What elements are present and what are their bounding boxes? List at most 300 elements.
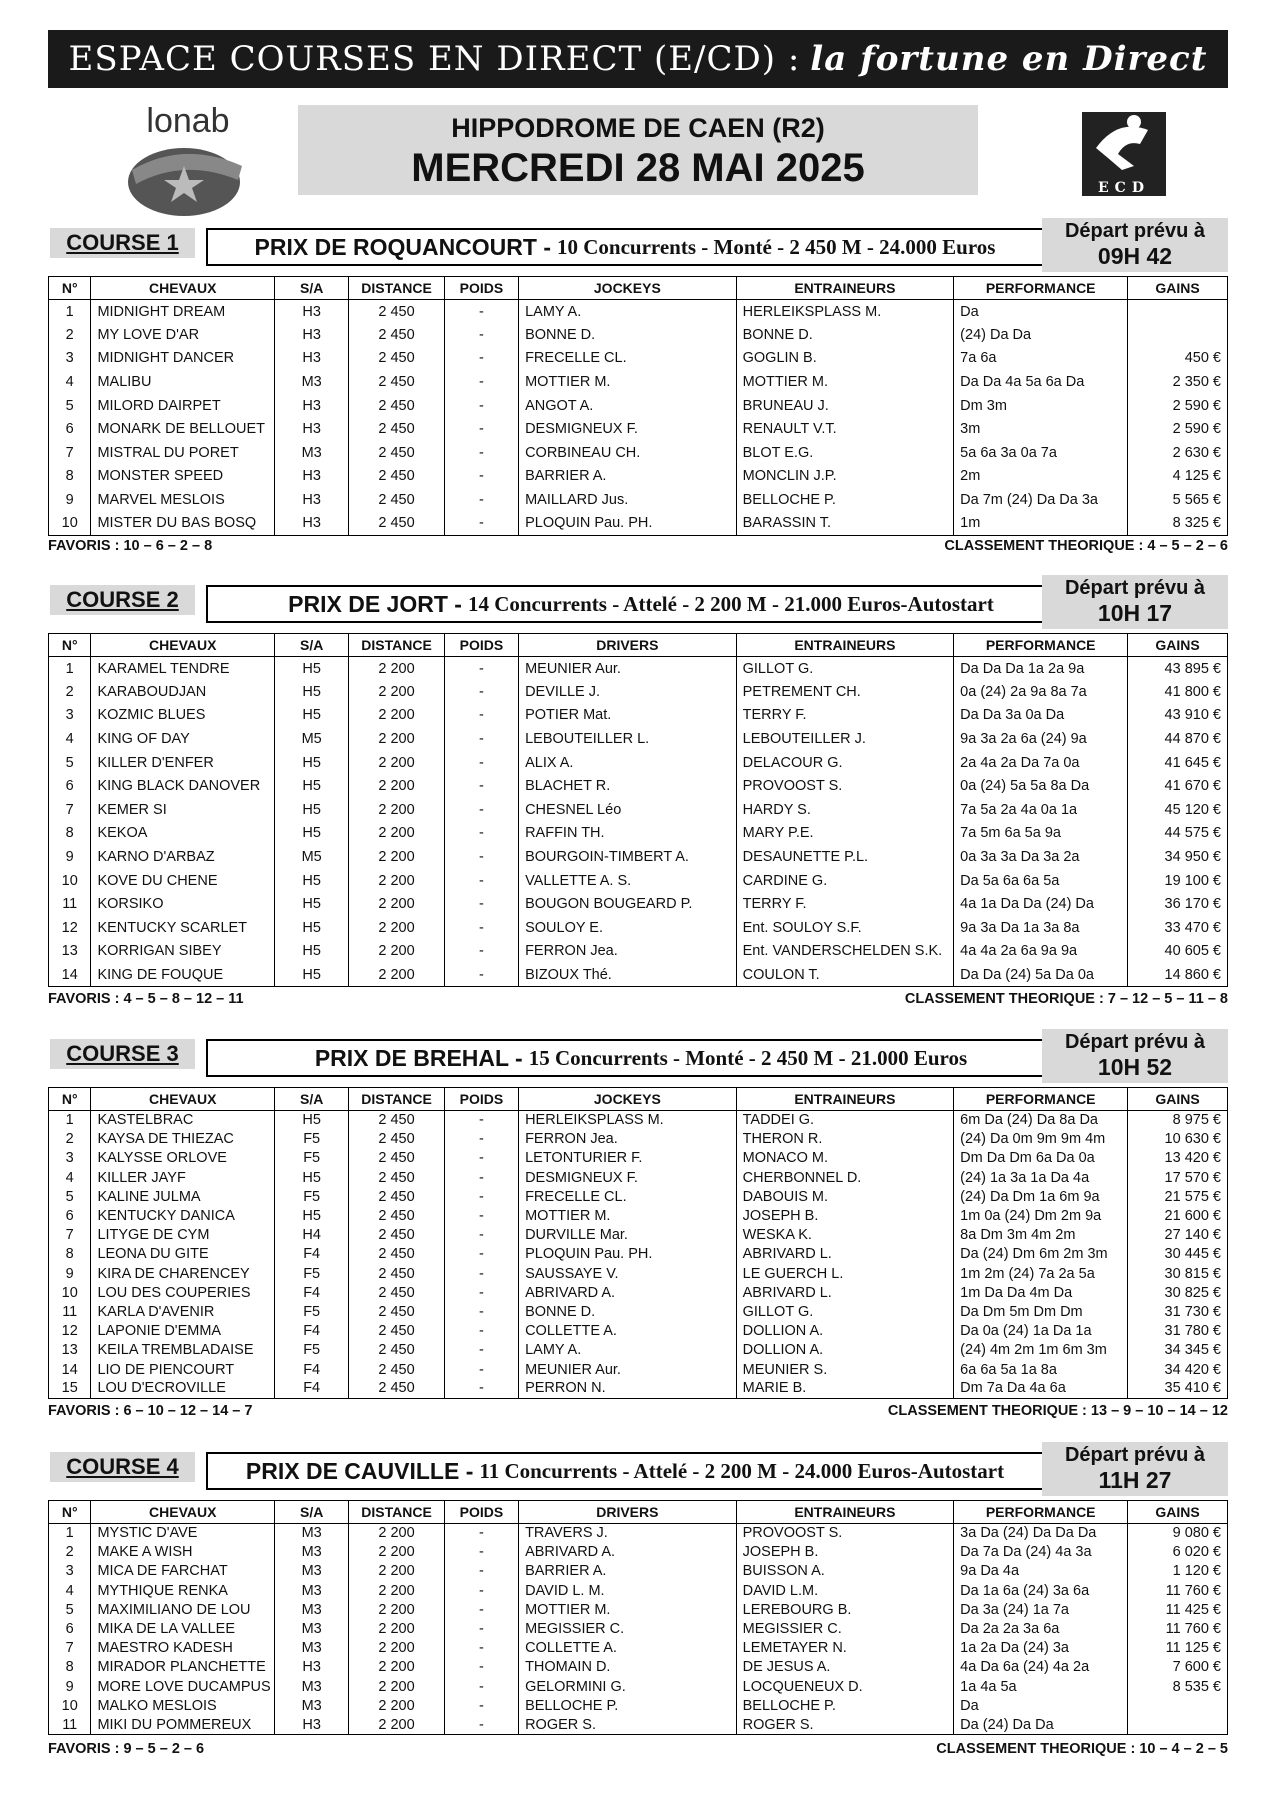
weight: - [444,1524,518,1543]
runner-number: 5 [49,1600,91,1619]
trainer-name: HERLEIKSPLASS M. [736,300,954,324]
col-distance-header: DISTANCE [349,1088,445,1111]
distance: 2 450 [349,323,445,347]
race-name: PRIX DE CAUVILLE - [245,1457,474,1484]
weight: - [444,1639,518,1658]
rider-name: SAUSSAYE V. [519,1264,737,1283]
rider-name: MEUNIER Aur. [519,657,737,681]
weight: - [444,488,518,512]
distance: 2 450 [349,300,445,324]
gains: 2 590 € [1128,394,1228,418]
departure-label: Départ prévu à [1064,577,1206,599]
gains: 11 425 € [1128,1600,1228,1619]
gains: 11 760 € [1128,1619,1228,1638]
col-performance-header: PERFORMANCE [954,1501,1128,1524]
rider-name: TRAVERS J. [519,1524,737,1543]
weight: - [444,751,518,775]
sex-age: F5 [275,1187,349,1206]
trainer-name: LEREBOURG B. [736,1600,954,1619]
col-distance-header: DISTANCE [349,1501,445,1524]
table-row [49,1524,1228,1543]
weight: - [444,1379,518,1398]
gains: 2 590 € [1128,417,1228,441]
sex-age: H5 [275,892,349,916]
trainer-name: MEGISSIER C. [736,1619,954,1638]
distance: 2 450 [349,1111,445,1130]
weight: - [444,704,518,728]
horse-name: KIRA DE CHARENCEY [91,1264,275,1283]
trainer-name: BELLOCHE P. [736,1696,954,1715]
trainer-name: GILLOT G. [736,1302,954,1321]
horse-name: MAKE A WISH [91,1543,275,1562]
race-title-box [206,228,1044,266]
performance: Da 5a 6a 6a 5a [954,869,1128,893]
runner-number: 11 [49,892,91,916]
weight: - [444,1130,518,1149]
runner-number: 8 [49,1245,91,1264]
distance: 2 200 [349,774,445,798]
runner-number: 2 [49,1130,91,1149]
horse-name: LITYGE DE CYM [91,1226,275,1245]
gains: 13 420 € [1128,1149,1228,1168]
gains: 36 170 € [1128,892,1228,916]
runner-number: 2 [49,323,91,347]
horse-name: KALINE JULMA [91,1187,275,1206]
weight: - [444,1360,518,1379]
gains: 41 670 € [1128,774,1228,798]
rider-name: DEVILLE J. [519,680,737,704]
rider-name: FRECELLE CL. [519,347,737,371]
rider-name: HERLEIKSPLASS M. [519,1111,737,1130]
horse-name: KARLA D'AVENIR [91,1302,275,1321]
table-row [49,512,1228,536]
performance: (24) Da 0m 9m 9m 4m [954,1130,1128,1149]
col-riders-header: JOCKEYS [519,1088,737,1111]
horse-name: KORSIKO [91,892,275,916]
horse-name: LIO DE PIENCOURT [91,1360,275,1379]
gains: 45 120 € [1128,798,1228,822]
favorites [48,1741,204,1757]
rider-name: MOTTIER M. [519,1206,737,1225]
sex-age: H5 [275,963,349,987]
rider-name: ROGER S. [519,1715,737,1734]
gains: 30 825 € [1128,1283,1228,1302]
distance: 2 450 [349,1283,445,1302]
trainer-name: GILLOT G. [736,657,954,681]
performance: 4a 1a Da Da (24) Da [954,892,1128,916]
sex-age: M3 [275,1619,349,1638]
horse-name: MONSTER SPEED [91,465,275,489]
horse-name: MIRADOR PLANCHETTE [91,1658,275,1677]
sex-age: F4 [275,1245,349,1264]
table-row [49,774,1228,798]
performance: Da (24) Da Da [954,1715,1128,1734]
table-row [49,1206,1228,1225]
sex-age: H5 [275,1168,349,1187]
performance: 7a 5m 6a 5a 9a [954,822,1128,846]
gains: 21 600 € [1128,1206,1228,1225]
weight: - [444,1245,518,1264]
weight: - [444,394,518,418]
rider-name: LAMY A. [519,1341,737,1360]
runner-number: 14 [49,1360,91,1379]
sex-age: F4 [275,1322,349,1341]
performance: (24) 1a 3a 1a Da 4a [954,1168,1128,1187]
horse-name: MYTHIQUE RENKA [91,1581,275,1600]
ranking-value: 4 – 5 – 2 – 6 [1147,538,1228,554]
col-riders-header: DRIVERS [519,1501,737,1524]
distance: 2 200 [349,751,445,775]
trainer-name: BELLOCHE P. [736,488,954,512]
sex-age: H5 [275,751,349,775]
rider-name: ALIX A. [519,751,737,775]
departure-time: 09H 42 [1097,243,1173,269]
race-title-box [206,1039,1076,1077]
horse-name: MYSTIC D'AVE [91,1524,275,1543]
favorites-label: FAVORIS : [48,991,120,1008]
rider-name: COLLETTE A. [519,1322,737,1341]
distance: 2 200 [349,940,445,964]
table-row [49,1639,1228,1658]
gains: 43 910 € [1128,704,1228,728]
col-number-header: N° [49,277,91,300]
weight: - [444,845,518,869]
distance: 2 450 [349,1360,445,1379]
table-row [49,465,1228,489]
rider-name: SOULOY E. [519,916,737,940]
performance: (24) Da Dm 1a 6m 9a [954,1187,1128,1206]
performance: 1a 4a 5a [954,1677,1128,1696]
sex-age: F5 [275,1302,349,1321]
runner-number: 11 [49,1302,91,1321]
horse-name: KING OF DAY [91,727,275,751]
rider-name: BARRIER A. [519,465,737,489]
horse-name: KOVE DU CHENE [91,869,275,893]
weight: - [444,465,518,489]
runner-number: 3 [49,704,91,728]
runner-number: 3 [49,347,91,371]
rider-name: VALLETTE A. S. [519,869,737,893]
theoretical-ranking [944,538,1228,554]
performance: Da [954,1696,1128,1715]
sex-age: H3 [275,465,349,489]
sex-age: H5 [275,869,349,893]
runner-number: 10 [49,869,91,893]
horse-name: KARABOUDJAN [91,680,275,704]
weight: - [444,1562,518,1581]
banner-title: ESPACE COURSES EN DIRECT (E/CD) : [68,39,801,79]
performance: Da Dm 5m Dm Dm [954,1302,1128,1321]
performance: 1m 0a (24) Dm 2m 9a [954,1206,1128,1225]
col-riders-header: JOCKEYS [519,277,737,300]
trainer-name: DE JESUS A. [736,1658,954,1677]
distance: 2 200 [349,1600,445,1619]
performance: 1m 2m (24) 7a 2a 5a [954,1264,1128,1283]
course-label: COURSE 1 [50,228,195,258]
table-row [49,1696,1228,1715]
distance: 2 200 [349,1562,445,1581]
runner-number: 13 [49,1341,91,1360]
weight: - [444,1187,518,1206]
weight: - [444,1696,518,1715]
horse-name: MIDNIGHT DREAM [91,300,275,324]
weight: - [444,1677,518,1696]
lonab-logo [118,100,258,220]
performance: Da (24) Dm 6m 2m 3m [954,1245,1128,1264]
distance: 2 450 [349,417,445,441]
rider-name: BLACHET R. [519,774,737,798]
table-row [49,488,1228,512]
rider-name: MOTTIER M. [519,1600,737,1619]
distance: 2 450 [349,1187,445,1206]
runner-number: 12 [49,1322,91,1341]
runners-table [48,1087,1228,1399]
rider-name: BIZOUX Thé. [519,963,737,987]
trainer-name: Ent. VANDERSCHELDEN S.K. [736,940,954,964]
performance: 9a Da 4a [954,1562,1128,1581]
gains: 2 350 € [1128,370,1228,394]
trainer-name: ROGER S. [736,1715,954,1734]
table-row [49,1562,1228,1581]
weight: - [444,1322,518,1341]
sex-age: F5 [275,1341,349,1360]
weight: - [444,417,518,441]
trainer-name: DELACOUR G. [736,751,954,775]
performance: Da 7m (24) Da Da 3a [954,488,1128,512]
distance: 2 450 [349,1206,445,1225]
table-row [49,1302,1228,1321]
sex-age: H5 [275,798,349,822]
trainer-name: Ent. SOULOY S.F. [736,916,954,940]
sex-age: H3 [275,488,349,512]
distance: 2 450 [349,1264,445,1283]
table-row [49,822,1228,846]
performance: 1a 2a Da (24) 3a [954,1639,1128,1658]
col-trainers-header: ENTRAINEURS [736,1501,954,1524]
gains: 33 470 € [1128,916,1228,940]
trainer-name: ABRIVARD L. [736,1283,954,1302]
table-row [49,441,1228,465]
weight: - [444,1543,518,1562]
race-header [298,105,978,195]
col-number-header: N° [49,634,91,657]
col-horses-header: CHEVAUX [91,634,275,657]
table-row [49,300,1228,324]
distance: 2 200 [349,1658,445,1677]
rider-name: BOUGON BOUGEARD P. [519,892,737,916]
trainer-name: BARASSIN T. [736,512,954,536]
horse-name: MONARK DE BELLOUET [91,417,275,441]
runner-number: 5 [49,1187,91,1206]
sex-age: H5 [275,916,349,940]
col-gains-header: GAINS [1128,1088,1228,1111]
gains: 11 760 € [1128,1581,1228,1600]
trainer-name: DOLLION A. [736,1322,954,1341]
table-row [49,1600,1228,1619]
distance: 2 450 [349,512,445,536]
favorites [48,1403,252,1419]
rider-name: ANGOT A. [519,394,737,418]
table-row [49,1264,1228,1283]
favorites-value: 4 – 5 – 8 – 12 – 11 [123,991,244,1008]
weight: - [444,441,518,465]
horse-name: LEONA DU GITE [91,1245,275,1264]
horse-name: MARVEL MESLOIS [91,488,275,512]
course-label: COURSE 2 [50,585,195,615]
race-date: MERCREDI 28 MAI 2025 [411,146,865,190]
performance: 3m [954,417,1128,441]
runner-number: 4 [49,1168,91,1187]
col-performance-header: PERFORMANCE [954,1088,1128,1111]
horse-name: MISTRAL DU PORET [91,441,275,465]
horse-name: MY LOVE D'AR [91,323,275,347]
col-weight-header: POIDS [444,1088,518,1111]
weight: - [444,822,518,846]
race-name: PRIX DE ROQUANCOURT - [254,233,551,260]
runner-number: 8 [49,822,91,846]
weight: - [444,774,518,798]
trainer-name: PETREMENT CH. [736,680,954,704]
table-row [49,1658,1228,1677]
gains: 7 600 € [1128,1658,1228,1677]
sex-age: H3 [275,323,349,347]
trainer-name: ABRIVARD L. [736,1245,954,1264]
gains: 4 125 € [1128,465,1228,489]
trainer-name: TADDEI G. [736,1111,954,1130]
distance: 2 450 [349,1226,445,1245]
trainer-name: DOLLION A. [736,1341,954,1360]
departure-time: 10H 17 [1097,600,1173,626]
distance: 2 450 [349,1168,445,1187]
rider-name: GELORMINI G. [519,1677,737,1696]
weight: - [444,657,518,681]
gains [1128,300,1228,324]
col-sex-age-header: S/A [275,634,349,657]
rider-name: PERRON N. [519,1379,737,1398]
race-title-box [206,1452,1044,1490]
rider-name: MAILLARD Jus. [519,488,737,512]
performance: Da Da (24) 5a Da 0a [954,963,1128,987]
table-row [49,751,1228,775]
rider-name: PLOQUIN Pau. PH. [519,1245,737,1264]
runner-number: 13 [49,940,91,964]
trainer-name: BRUNEAU J. [736,394,954,418]
weight: - [444,1600,518,1619]
rider-name: MEUNIER Aur. [519,1360,737,1379]
gains: 8 325 € [1128,512,1228,536]
performance: Da 3a (24) 1a 7a [954,1600,1128,1619]
table-row [49,940,1228,964]
trainer-name: DAVID L.M. [736,1581,954,1600]
weight: - [444,323,518,347]
horse-name: KORRIGAN SIBEY [91,940,275,964]
gains [1128,323,1228,347]
rider-name: ABRIVARD A. [519,1283,737,1302]
performance: Da Da 3a 0a Da [954,704,1128,728]
performance: 7a 5a 2a 4a 0a 1a [954,798,1128,822]
rider-name: CORBINEAU CH. [519,441,737,465]
table-row [49,916,1228,940]
distance: 2 450 [349,1245,445,1264]
gains: 43 895 € [1128,657,1228,681]
rider-name: COLLETTE A. [519,1639,737,1658]
sex-age: F4 [275,1360,349,1379]
gains: 6 020 € [1128,1543,1228,1562]
gains: 34 420 € [1128,1360,1228,1379]
trainer-name: WESKA K. [736,1226,954,1245]
runners-table [48,633,1228,987]
runners-table [48,1500,1228,1735]
gains: 34 950 € [1128,845,1228,869]
rider-name: BONNE D. [519,1302,737,1321]
performance: 5a 6a 3a 0a 7a [954,441,1128,465]
col-performance-header: PERFORMANCE [954,634,1128,657]
gains: 44 575 € [1128,822,1228,846]
runner-number: 8 [49,465,91,489]
distance: 2 450 [349,488,445,512]
runner-number: 9 [49,488,91,512]
sex-age: H5 [275,822,349,846]
horse-name: KEKOA [91,822,275,846]
sex-age: M3 [275,370,349,394]
sex-age: M3 [275,1524,349,1543]
theoretical-ranking [905,991,1228,1007]
rider-name: BOURGOIN-TIMBERT A. [519,845,737,869]
gains [1128,1696,1228,1715]
runner-number: 5 [49,394,91,418]
runner-number: 1 [49,657,91,681]
weight: - [444,1111,518,1130]
favorites [48,538,212,554]
gains: 41 645 € [1128,751,1228,775]
horse-name: LAPONIE D'EMMA [91,1322,275,1341]
weight: - [444,1226,518,1245]
runner-number: 9 [49,1264,91,1283]
departure-time: 10H 52 [1097,1054,1173,1080]
distance: 2 450 [349,1149,445,1168]
distance: 2 200 [349,657,445,681]
horse-name: KEMER SI [91,798,275,822]
horse-name: MAXIMILIANO DE LOU [91,1600,275,1619]
col-trainers-header: ENTRAINEURS [736,1088,954,1111]
distance: 2 200 [349,1581,445,1600]
horse-name: MALIBU [91,370,275,394]
sex-age: H5 [275,1206,349,1225]
trainer-name: PROVOOST S. [736,1524,954,1543]
table-row [49,1543,1228,1562]
race-details: 10 Concurrents - Monté - 2 450 M - 24.000 Euros [557,234,996,259]
trainer-name: MARY P.E. [736,822,954,846]
sex-age: F4 [275,1283,349,1302]
rider-name: FERRON Jea. [519,940,737,964]
col-sex-age-header: S/A [275,277,349,300]
trainer-name: THERON R. [736,1130,954,1149]
distance: 2 200 [349,845,445,869]
trainer-name: BONNE D. [736,323,954,347]
distance: 2 450 [349,1130,445,1149]
trainer-name: MONACO M. [736,1149,954,1168]
weight: - [444,940,518,964]
trainer-name: JOSEPH B. [736,1543,954,1562]
gains: 19 100 € [1128,869,1228,893]
departure-box [1042,575,1228,629]
table-row [49,394,1228,418]
performance: 2a 4a 2a Da 7a 0a [954,751,1128,775]
runner-number: 3 [49,1149,91,1168]
departure-time: 11H 27 [1098,1467,1172,1493]
gains: 450 € [1128,347,1228,371]
weight: - [444,963,518,987]
